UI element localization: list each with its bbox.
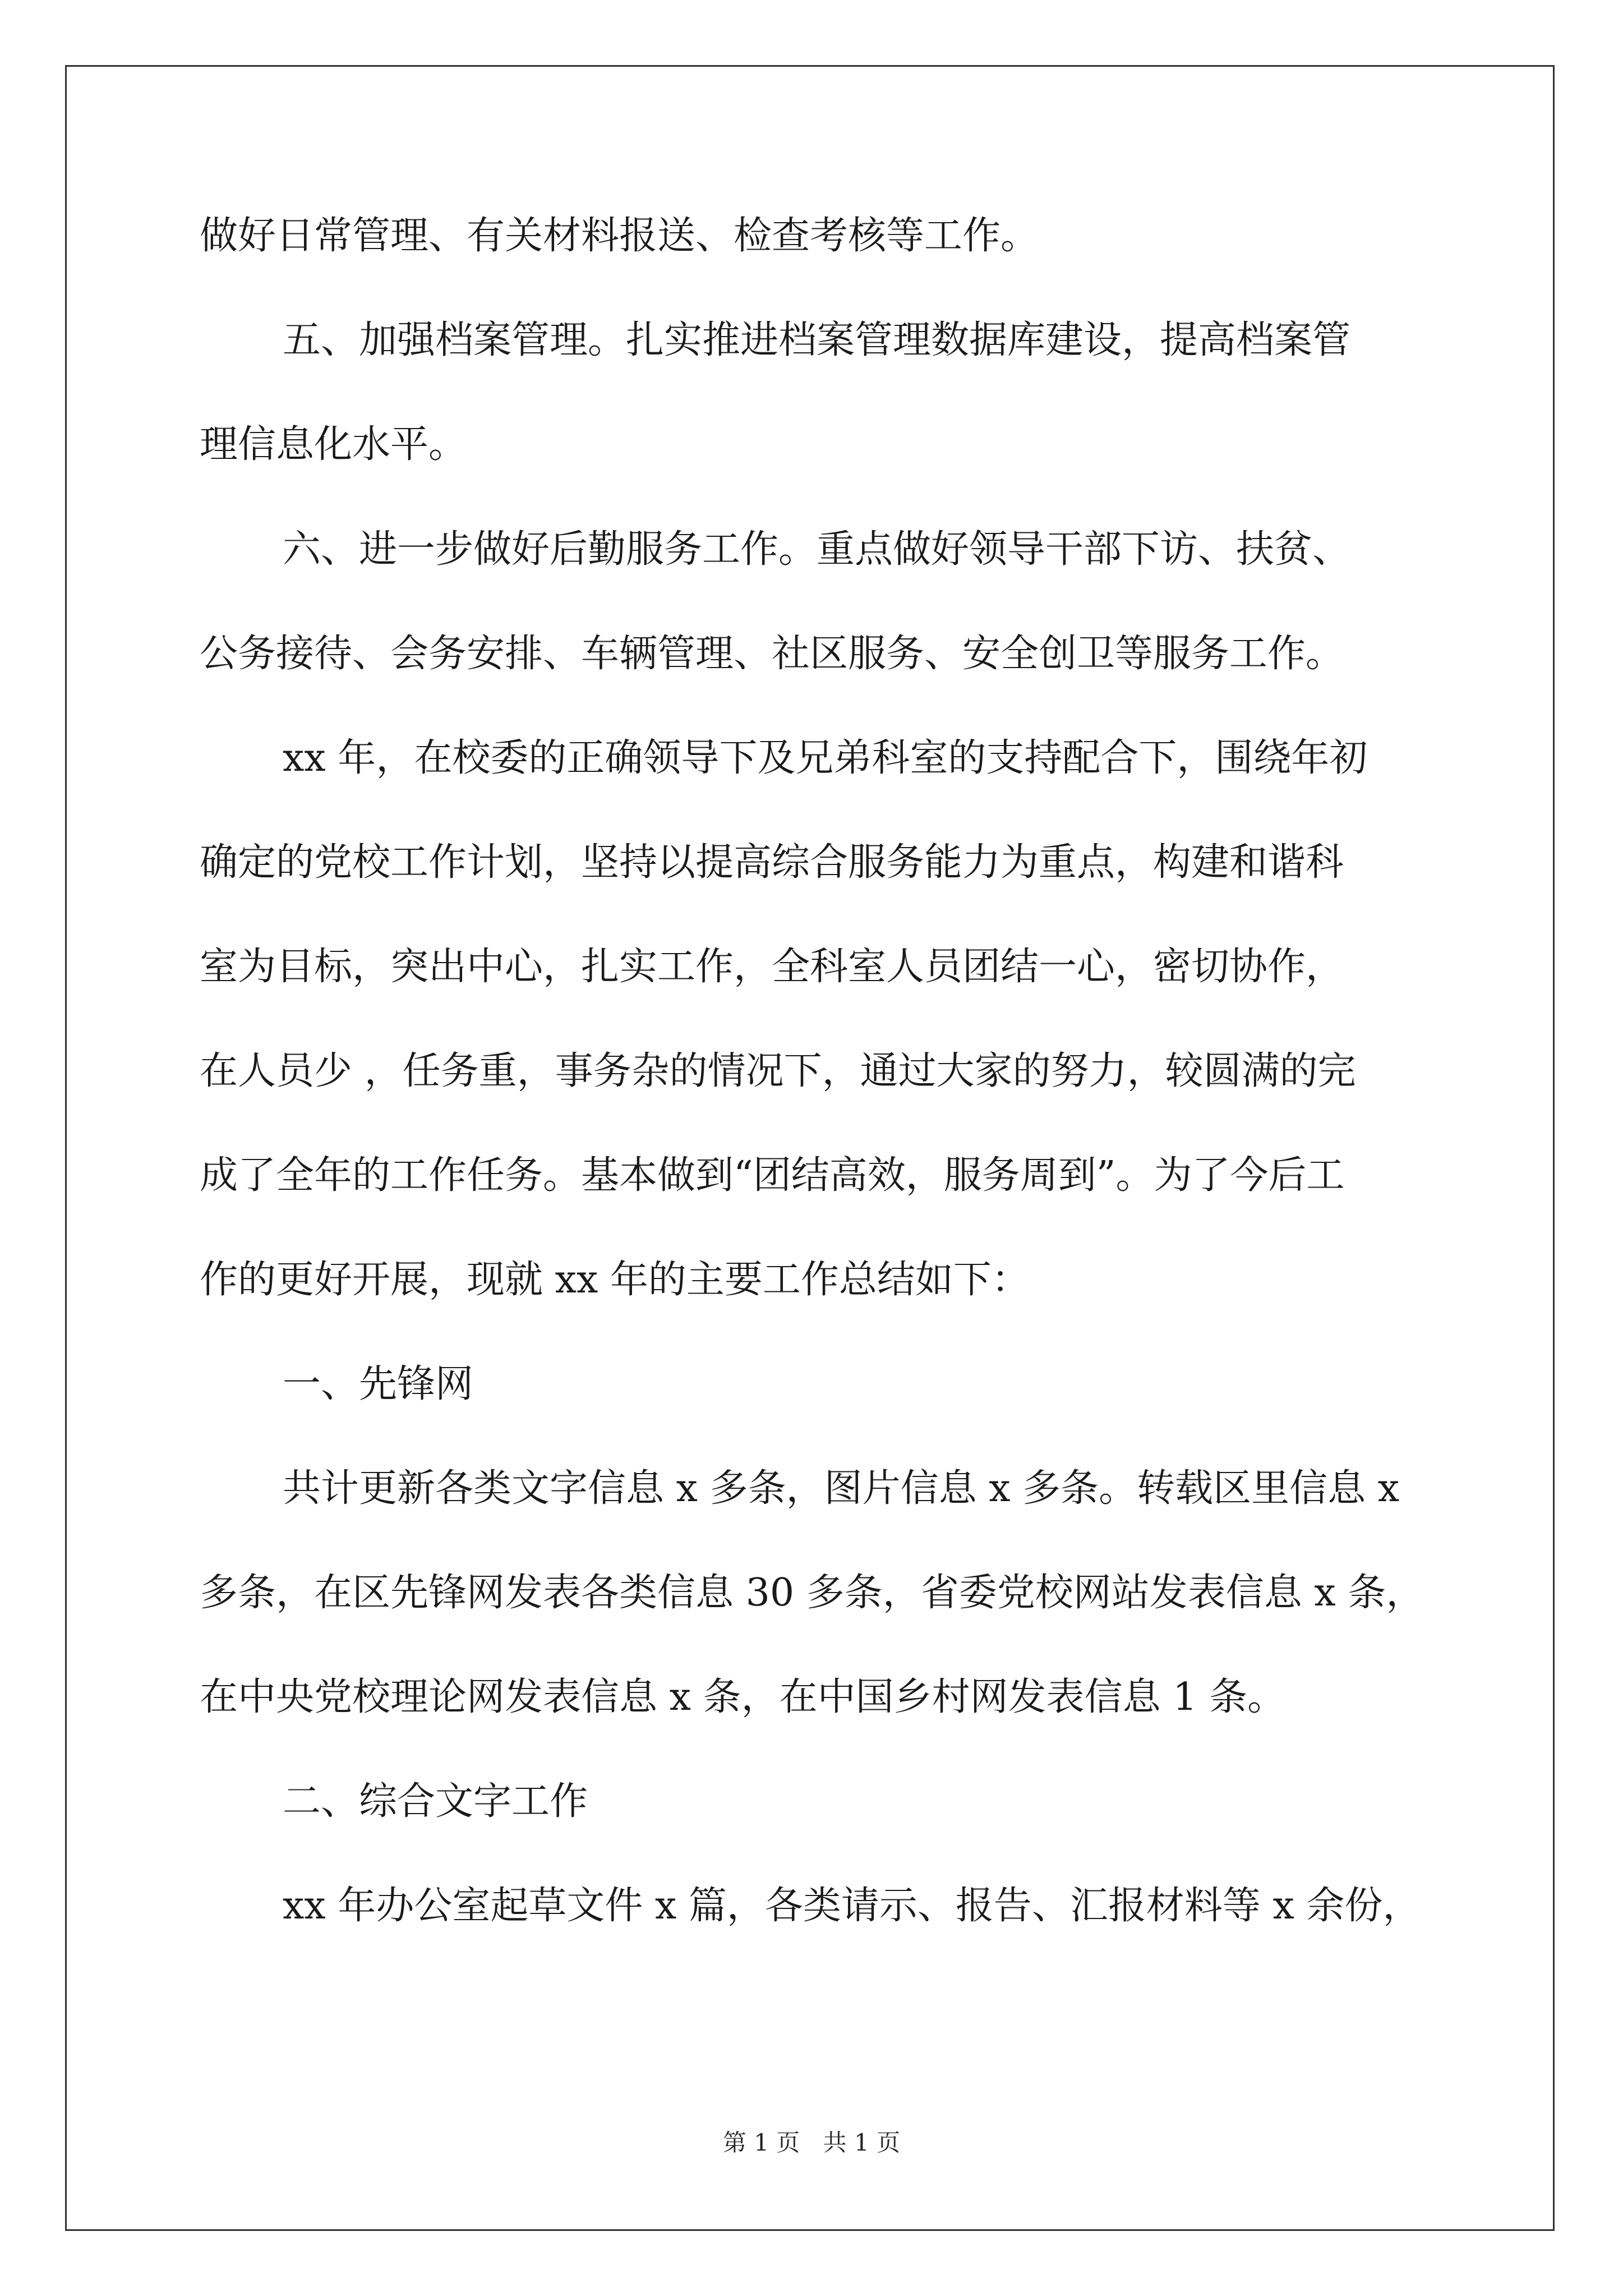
text-line: 五、加强档案管理。扎实推进档案管理数据库建设，提高档案管 xyxy=(283,318,1351,362)
text-line: 六、进一步做好后勤服务工作。重点做好领导干部下访、扶贫、 xyxy=(283,527,1351,572)
text-line: 确定的党校工作计划，坚持以提高综合服务能力为重点，构建和谐科 xyxy=(200,840,1344,885)
text-line: 在人员少 ，任务重，事务杂的情况下，通过大家的努力，较圆满的完 xyxy=(200,1049,1356,1093)
text-line: xx 年办公室起草文件 x 篇，各类请示、报告、汇报材料等 x 余份， xyxy=(283,1884,1421,1928)
page-number-total: 共 1 页 xyxy=(823,2129,901,2156)
text-line: xx 年，在校委的正确领导下及兄弟科室的支持配合下，围绕年初 xyxy=(283,736,1368,780)
page-number-current: 第 1 页 xyxy=(722,2129,800,2156)
section-heading: 一、先锋网 xyxy=(283,1362,474,1406)
text-line: 多条，在区先锋网发表各类信息 30 多条，省委党校网站发表信息 x 条， xyxy=(200,1571,1424,1615)
text-line: 公务接待、会务安排、车辆管理、社区服务、安全创卫等服务工作。 xyxy=(200,632,1344,676)
text-line: 理信息化水平。 xyxy=(200,422,467,467)
text-line: 做好日常管理、有关材料报送、检查考核等工作。 xyxy=(200,214,1039,258)
text-line: 作的更好开展，现就 xx 年的主要工作总结如下： xyxy=(200,1258,1030,1302)
text-line: 室为目标，突出中心，扎实工作，全科室人员团结一心，密切协作， xyxy=(200,945,1344,989)
text-line: 在中央党校理论网发表信息 x 条，在中国乡村网发表信息 1 条。 xyxy=(200,1675,1286,1719)
text-line: 共计更新各类文字信息 x 多条，图片信息 x 多条。转载区里信息 x xyxy=(283,1466,1400,1511)
text-line: 成了全年的工作任务。基本做到“团结高效，服务周到”。为了今后工 xyxy=(200,1153,1345,1198)
section-heading: 二、综合文字工作 xyxy=(283,1779,588,1824)
page-footer xyxy=(0,2126,1623,2160)
